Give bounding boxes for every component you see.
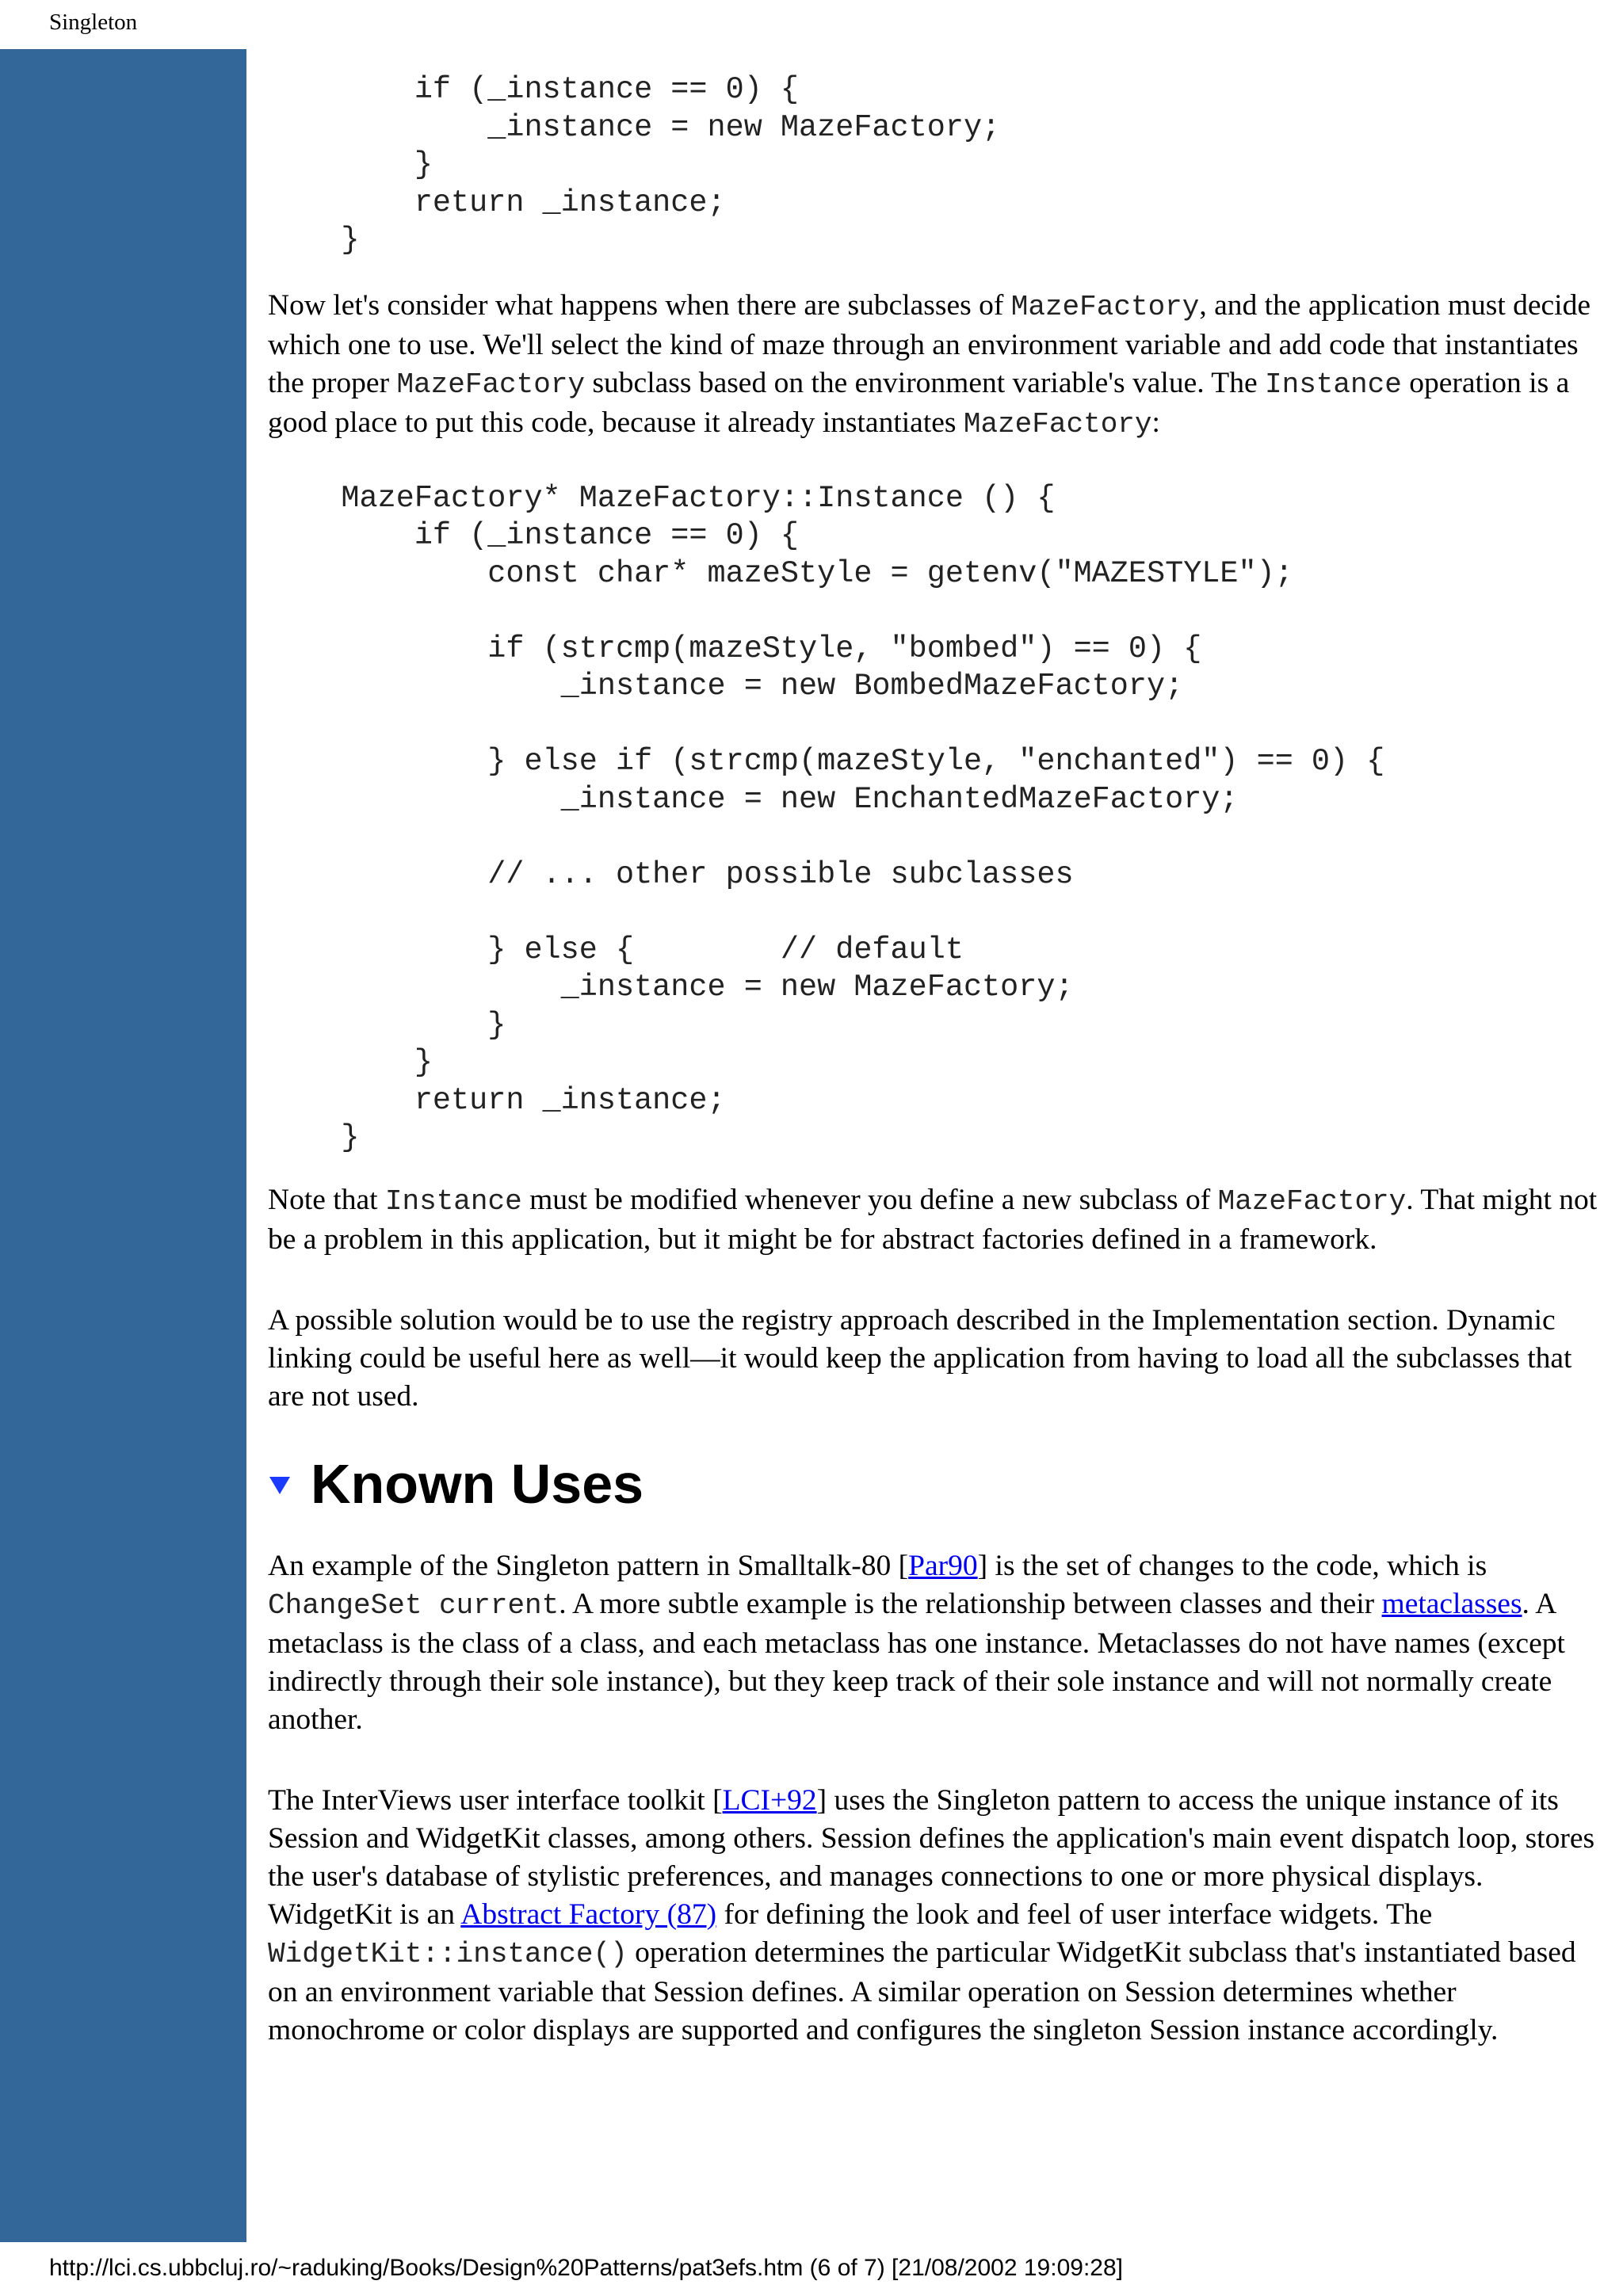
inline-code: MazeFactory xyxy=(963,407,1152,441)
code-block-instance: MazeFactory* MazeFactory::Instance () { if (_instance == 0) { const char* mazeStyle = getenv("MAZESTYLE"); if (strcmp(mazeStyle, "bombed") == 0) { _instance = new BombedMazeFactory; } else if (strcmp(mazeStyle, "enchanted") == 0) { _instance = new EnchantedMazeFactory; // ... other possible subclasses } else { // default _instance = new MazeFactory; } } return _instance; } xyxy=(341,480,1385,1155)
section-heading-text: Known Uses xyxy=(311,1452,644,1515)
inline-code: MazeFactory xyxy=(1217,1184,1407,1218)
inline-code: ChangeSet current xyxy=(268,1589,559,1622)
inline-code: MazeFactory xyxy=(1010,290,1200,323)
link-par90[interactable]: Par90 xyxy=(908,1549,978,1582)
paragraph-interviews: The InterViews user interface toolkit [LCI+92] uses the Singleton pattern to access the unique instance of its Session and WidgetKit classes, among others. Session defines the application's main event dispatch loop, stores the user's database of stylistic preferences, and manages connections to one or more physical displays. WidgetKit is an Abstract Factory (87) for defining the look and feel of user interface widgets. The WidgetKit::instance() operation determines the particular WidgetKit subclass that's instantiated based on an environment variable that Session defines. A similar operation on Session determines whether monochrome or color displays are supported and configures the singleton Session instance accordingly. xyxy=(268,1783,1595,2046)
inline-code: WidgetKit::instance() xyxy=(268,1937,628,1970)
triangle-down-icon xyxy=(269,1477,290,1494)
link-metaclasses[interactable]: metaclasses xyxy=(1381,1587,1522,1620)
page-header-title: Singleton xyxy=(49,10,138,35)
main-content xyxy=(268,49,1607,2050)
page-footer-url: http://lci.cs.ubbcluj.ro/~raduking/Books/Design%20Patterns/pat3efs.htm (6 of 7) [21/08/2002 19:09:28] xyxy=(49,2255,1123,2281)
inline-code: Instance xyxy=(384,1184,522,1218)
link-abstract-factory[interactable]: Abstract Factory (87) xyxy=(460,1897,717,1931)
left-sidebar xyxy=(0,49,246,2242)
inline-code: Instance xyxy=(1264,368,1402,401)
paragraph-registry: A possible solution would be to use the registry approach described in the Implementation section. Dynamic linking could be useful here as well—it would keep the application from having to load all the subclasses that are not used. xyxy=(268,1303,1572,1413)
link-lci92[interactable]: LCI+92 xyxy=(722,1783,817,1817)
paragraph-subclasses: Now let's consider what happens when there are subclasses of MazeFactory, and the application must decide which one to use. We'll select the kind of maze through an environment variable and add code that instantiates the proper MazeFactory subclass based on the environment variable's value. The Instance operation is a good place to put this code, because it already instantiates MazeFactory: xyxy=(268,288,1591,441)
code-block-top: if (_instance == 0) { _instance = new MazeFactory; } return _instance; } xyxy=(341,72,1001,257)
paragraph-smalltalk: An example of the Singleton pattern in Smalltalk-80 [Par90] is the set of changes to the code, which is ChangeSet current. A more subtle example is the relationship between classes and their metaclasses. A metaclass is the class of a class, and each metaclass has one instance. Metaclasses do not have names (except indirectly through their sole instance), but they keep track of their sole instance and will not normally create another. xyxy=(268,1549,1565,1736)
paragraph-note: Note that Instance must be modified whenever you define a new subclass of MazeFactory. That might not be a problem in this application, but it might be for abstract factories defined in a framework. xyxy=(268,1183,1598,1256)
section-heading-known-uses xyxy=(268,1451,1607,1517)
inline-code: MazeFactory xyxy=(396,368,586,401)
